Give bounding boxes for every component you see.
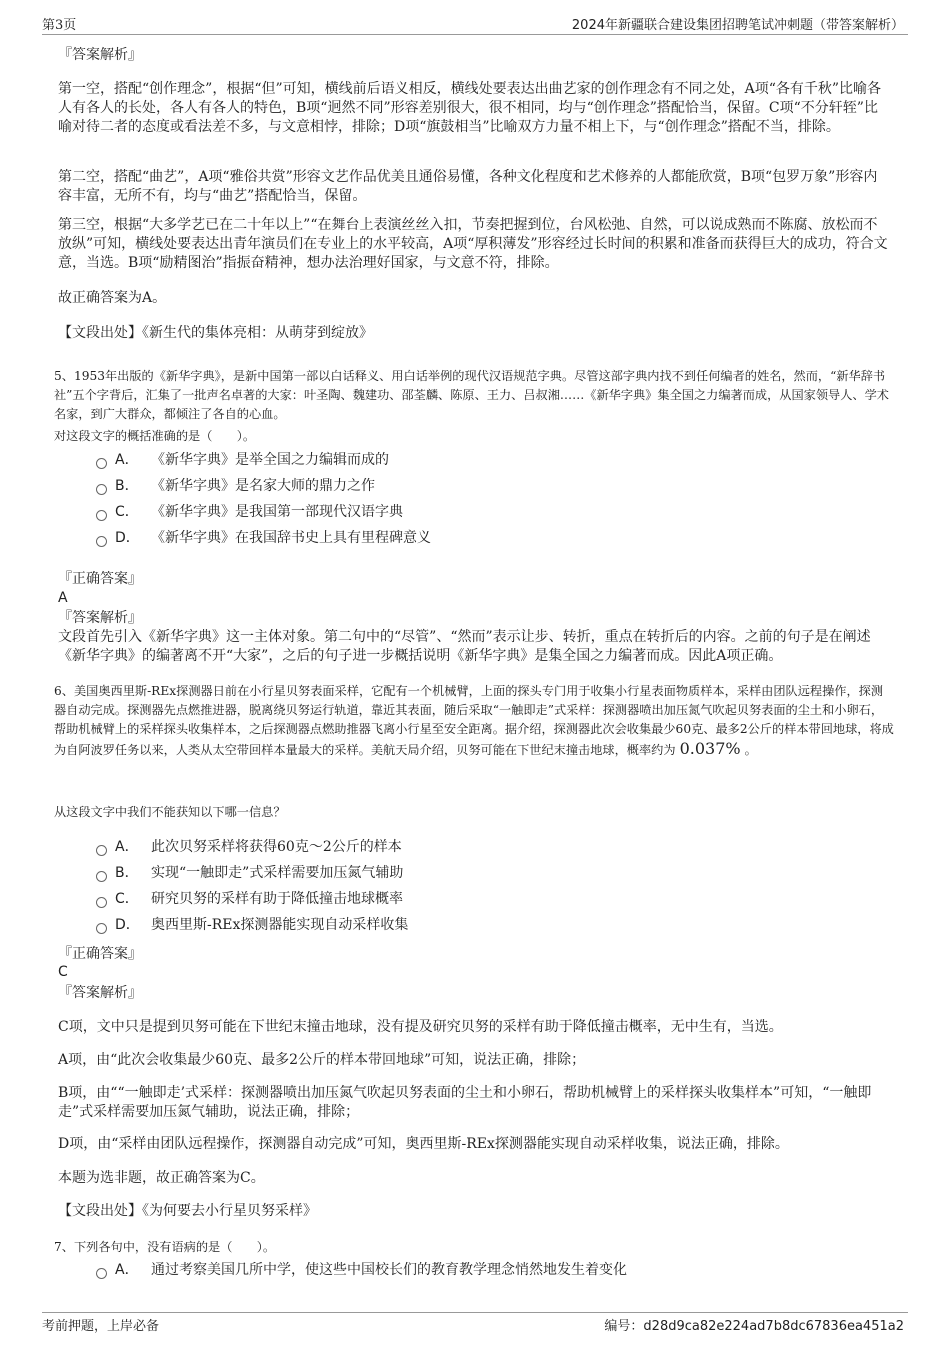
probability-formula: 0.037% (679, 739, 741, 758)
option-text: 此次贝努采样将获得60克～2公斤的样本 (151, 839, 402, 855)
q6-answer-label: 『正确答案』 (58, 946, 142, 962)
q4-analysis-para3: 第三空，根据“大多学艺已在二十年以上”“在舞台上表演丝丝入扣，节奏把握到位，台风松弛、自然，可以说成熟而不陈腐、放松而不放纵”可知，横线处要表达出青年演员们在专业上的水平较高，A项“厚积薄发”形容经过长时间的积累和准备而获得巨大的成功，符合文意，当选。B项“励精图治”指振奋精神，想办法治理好国家，与文意不符，排除。 (58, 217, 888, 271)
radio-button[interactable] (96, 845, 107, 856)
document-id: 编号：d28d9ca82e224ad7b8dc67836ea451a2 (604, 1319, 904, 1334)
q6-option-a[interactable]: A． 此次贝努采样将获得60克～2公斤的样本 (96, 837, 402, 857)
q7-option-a[interactable]: A． 通过考察美国几所中学，使这些中国校长们的教育教学理念悄然地发生着变化 (96, 1260, 627, 1280)
option-text: 研究贝努的采样有助于降低撞击地球概率 (151, 891, 403, 907)
q6-option-b[interactable]: B． 实现“一触即走”式采样需要加压氮气辅助 (96, 863, 403, 883)
q6-analysis-c: C项，文中只是提到贝努可能在下世纪末撞击地球，没有提及研究贝努的采样有助于降低撞击概率，无中生有，当选。 (58, 1019, 783, 1035)
header-divider (42, 34, 908, 35)
option-text: 《新华字典》是名家大师的鼎力之作 (151, 478, 375, 494)
q5-option-c[interactable]: C． 《新华字典》是我国第一部现代汉语字典 (96, 502, 403, 522)
q6-stem: 6、美国奥西里斯-REx探测器日前在小行星贝努表面采样，它配有一个机械臂，上面的探头专门用于收集小行星表面物质样本，采样由团队远程操作，探测器自动完成。探测器先点燃推进器，脱离绕贝努运行轨道，靠近其表面，随后采取“一触即走”式采样：探测器喷出加压氮气吹起贝努表面的尘土和小卵石，帮助机械臂上的采样探头收集样本，之后探测器点燃助推器飞离小行星至安全距离。据介绍，探测器此次会收集最少60克、最多2公斤的样本带回地球，将成为自阿波罗任务以来，人类从太空带回样本量最大的采样。美航天局介绍，贝努可能在下世纪末撞击地球，概率约为 0.037% 。 (54, 684, 894, 758)
q6-analysis-label: 『答案解析』 (58, 985, 142, 1001)
radio-button[interactable] (96, 923, 107, 934)
footer-divider (42, 1312, 908, 1313)
q4-source: 【文段出处】《新生代的集体亮相：从萌芽到绽放》 (58, 325, 373, 341)
q5-answer-label: 『正确答案』 (58, 571, 142, 587)
q5-stem: 5、1953年出版的《新华字典》，是新中国第一部以白话释义、用白话举例的现代汉语规范字典。尽管这部字典内找不到任何编者的姓名，然而，“新华辞书社”五个字背后，汇集了一批声名卓著的大家：叶圣陶、魏建功、邵荃麟、陈原、王力、吕叔湘……《新华字典》集全国之力编著而成，从国家领导人、学术名家，到广大群众，都倾注了各自的心血。 (54, 369, 889, 421)
q6-conclusion: 本题为选非题，故正确答案为C。 (58, 1170, 265, 1186)
q5-analysis: 文段首先引入《新华字典》这一主体对象。第二句中的“尽管”、“然而”表示让步、转折，重点在转折后的内容。之前的句子是在阐述《新华字典》的编著离不开“大家”，之后的句子进一步概括说明《新华字典》是集全国之力编著而成。因此A项正确。 (58, 629, 871, 664)
q4-analysis-para1: 第一空，搭配“创作理念”，根据“但”可知，横线前后语义相反，横线处要表达出曲艺家的创作理念有不同之处，A项“各有千秋”比喻各人有各人的长处，各人有各人的特色，B项“迥然不同”形容差别很大，很不相同，均与“创作理念”搭配恰当，保留。C项“不分轩轾”比喻对待二者的态度或看法差不多，与文意相悖，排除；D项“旗鼓相当”比喻双方力量不相上下，与“创作理念”搭配不当，排除。 (58, 81, 882, 135)
option-text: 奥西里斯-REx探测器能实现自动采样收集 (151, 917, 409, 933)
q6-answer: C (58, 964, 68, 980)
q6-analysis-d: D项，由“采样由团队远程操作，探测器自动完成”可知，奥西里斯-REx探测器能实现自动采样收集，说法正确，排除。 (58, 1136, 789, 1152)
option-text: 通过考察美国几所中学，使这些中国校长们的教育教学理念悄然地发生着变化 (151, 1262, 627, 1278)
option-text: 《新华字典》是举全国之力编辑而成的 (151, 452, 389, 468)
q5-analysis-label: 『答案解析』 (58, 610, 142, 626)
q6-question: 从这段文字中我们不能获知以下哪一信息？ (54, 805, 286, 819)
q6-analysis-a: A项，由“此次会收集最少60克、最多2公斤的样本带回地球”可知，说法正确，排除； (58, 1052, 586, 1068)
q5-option-d[interactable]: D． 《新华字典》在我国辞书史上具有里程碑意义 (96, 528, 431, 548)
option-text: 《新华字典》是我国第一部现代汉语字典 (151, 504, 403, 520)
q7-stem: 7、下列各句中，没有语病的是（ ）。 (54, 1240, 276, 1254)
page-number: 第3页 (42, 18, 77, 33)
q6-option-d[interactable]: D． 奥西里斯-REx探测器能实现自动采样收集 (96, 915, 408, 935)
q5-option-a[interactable]: A． 《新华字典》是举全国之力编辑而成的 (96, 450, 389, 470)
q6-option-c[interactable]: C． 研究贝努的采样有助于降低撞击地球概率 (96, 889, 403, 909)
option-text: 《新华字典》在我国辞书史上具有里程碑意义 (151, 530, 431, 546)
radio-button[interactable] (96, 897, 107, 908)
q5-option-b[interactable]: B． 《新华字典》是名家大师的鼎力之作 (96, 476, 375, 496)
q5-answer: A (58, 590, 68, 606)
footer-slogan: 考前押题，上岸必备 (42, 1319, 160, 1334)
radio-button[interactable] (96, 1268, 107, 1279)
q6-analysis-b: B项，由““一触即走’式采样：探测器喷出加压氮气吹起贝努表面的尘土和小卵石，帮助机械臂上的采样探头收集样本”可知，“一触即走”式采样需要加压氮气辅助，说法正确，排除； (58, 1085, 872, 1120)
q6-source: 【文段出处】《为何要去小行星贝努采样》 (58, 1203, 317, 1219)
option-text: 实现“一触即走”式采样需要加压氮气辅助 (151, 865, 404, 881)
document-title: 2024年新疆联合建设集团招聘笔试冲刺题（带答案解析） (571, 18, 904, 33)
q4-analysis-para2: 第二空，搭配“曲艺”，A项“雅俗共赏”形容文艺作品优美且通俗易懂，各种文化程度和艺术修养的人都能欣赏，B项“包罗万象”形容内容丰富，无所不有，均与“曲艺”搭配恰当，保留。 (58, 169, 878, 204)
radio-button[interactable] (96, 458, 107, 469)
radio-button[interactable] (96, 484, 107, 495)
radio-button[interactable] (96, 536, 107, 547)
radio-button[interactable] (96, 510, 107, 521)
q4-analysis-label: 『答案解析』 (58, 47, 142, 63)
q5-question: 对这段文字的概括准确的是（ ）。 (54, 429, 256, 443)
radio-button[interactable] (96, 871, 107, 882)
q4-conclusion: 故正确答案为A。 (58, 290, 167, 306)
